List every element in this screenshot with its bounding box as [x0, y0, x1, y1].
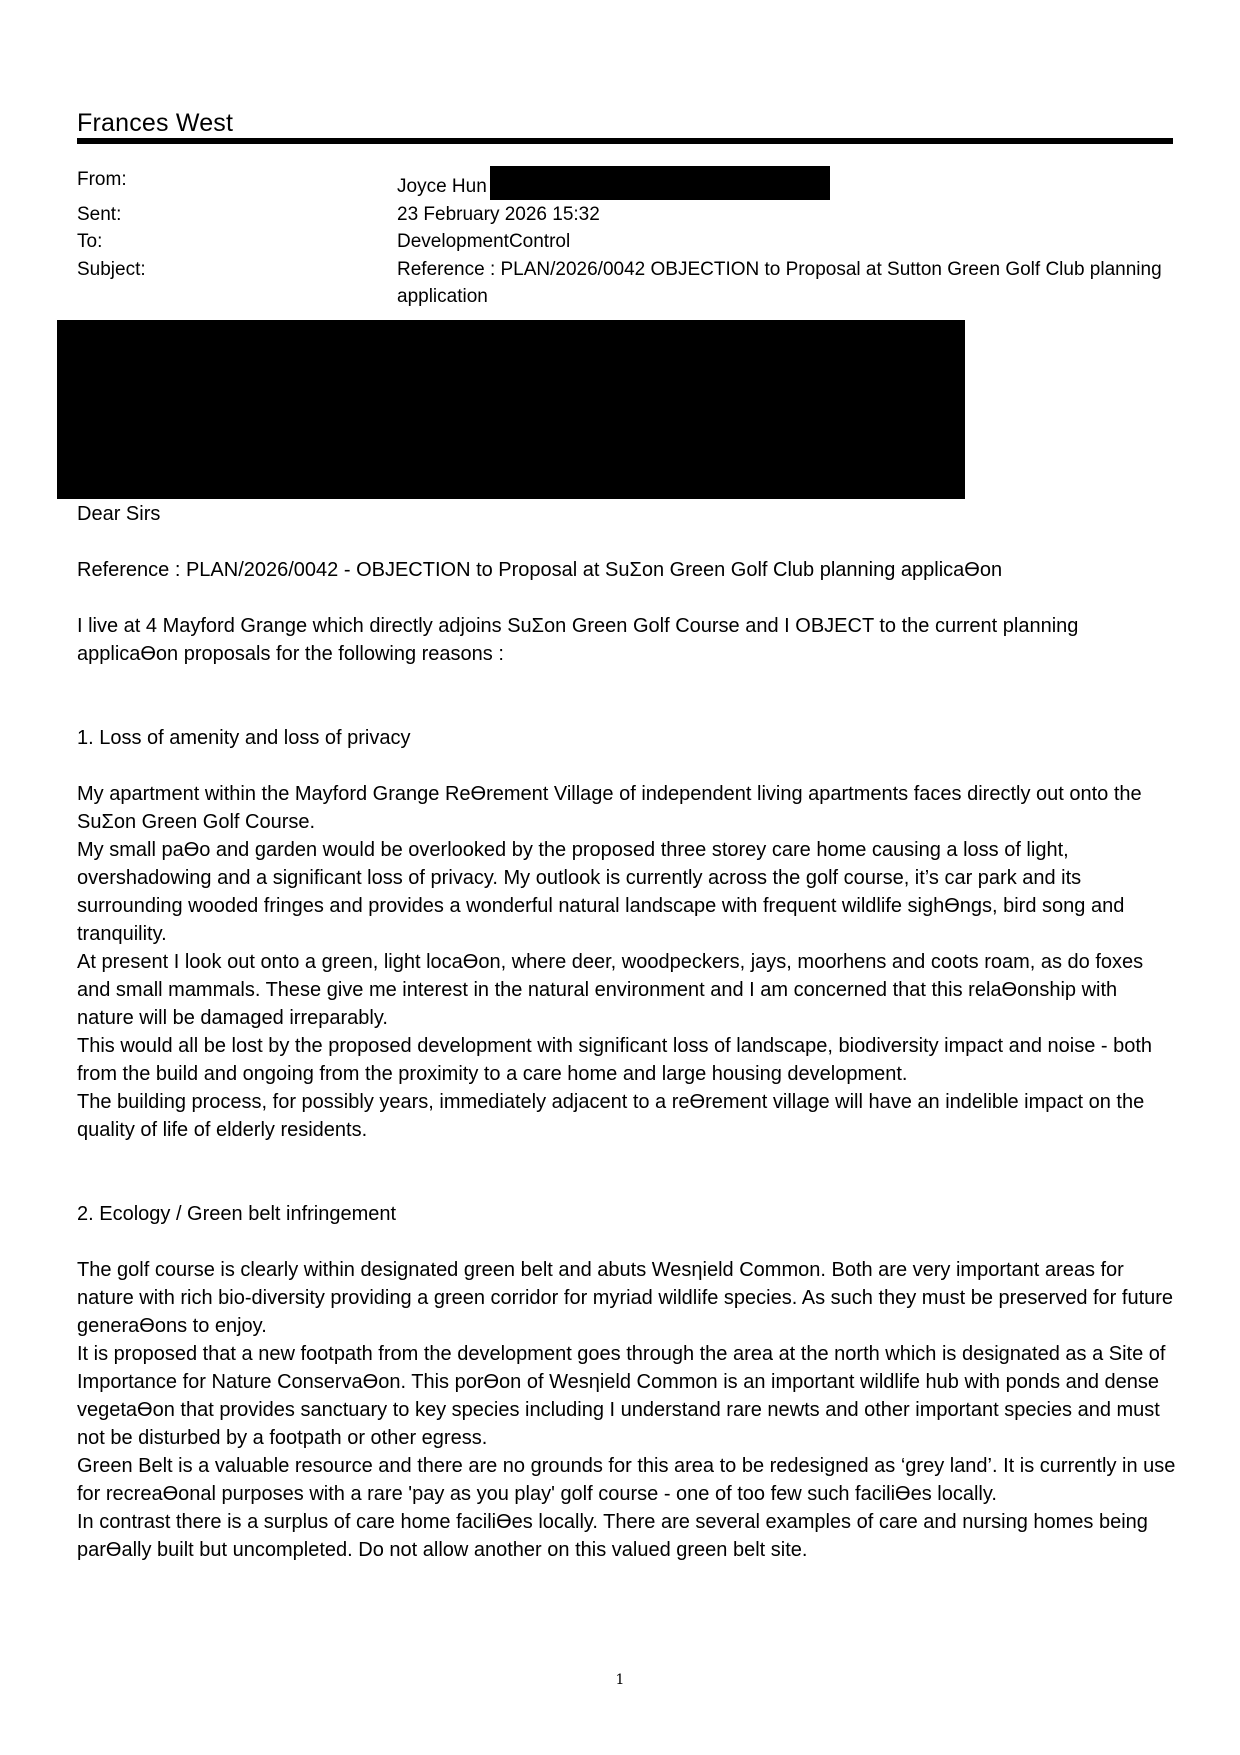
reference-line: Reference : PLAN/2026/0042 - OBJECTION to Proposal at SuΣon Green Golf Club planning applicaƟon [77, 559, 1003, 581]
sent-label: Sent: [77, 203, 122, 225]
to-value: DevelopmentControl [397, 231, 571, 252]
paragraph: The golf course is clearly within designated green belt and abuts Wesƞield Common. Both are very important areas for nature with rich bio-diversity providing a green corridor for myriad wildlife species. As such they must be preserved for future generaƟons to enjoy. [77, 1259, 1174, 1337]
paragraph: This would all be lost by the proposed development with significant loss of landscape, biodiversity impact and noise - both from the build and ongoing from the proximity to a care home and large housing development. [77, 1035, 1153, 1085]
page-number: 1 [615, 1672, 625, 1688]
section-heading-amenity: 1. Loss of amenity and loss of privacy [77, 727, 411, 749]
letter-body [77, 500, 1177, 1564]
section-heading-ecology: 2. Ecology / Green belt infringement [77, 1203, 397, 1225]
greeting: Dear Sirs [77, 503, 161, 525]
paragraph: In contrast there is a surplus of care home faciliƟes locally. There are several examples of care and nursing homes being parƟally built but uncompleted. Do not allow another on this valued green belt site. [77, 1511, 1148, 1561]
to-row [77, 228, 1177, 256]
redacted-block [57, 320, 965, 499]
paragraph: My apartment within the Mayford Grange ReƟrement Village of independent living apartments faces directly out onto the SuΣon Green Golf Course. [77, 783, 1142, 833]
subject-row [77, 256, 1177, 311]
paragraph: At present I look out onto a green, light locaƟon, where deer, woodpeckers, jays, moorhens and coots roam, as do foxes and small mammals. These give me interest in the natural environment and I am concerned that this relaƟonship with nature will be damaged irreparably. [77, 951, 1144, 1029]
subject-value: Reference : PLAN/2026/0042 OBJECTION to Proposal at Sutton Green Golf Club planning application [397, 258, 1162, 307]
from-row [77, 166, 1177, 201]
paragraph: It is proposed that a new footpath from the development goes through the area at the north which is designated as a Site of Importance for Nature ConservaƟon. This porƟon of Wesƞield Common is an important wildlife hub with ponds and dense vegetaƟon that provides sanctuary to key species including I understand rare newts and other important species and must not be disturbed by a footpath or other egress. [77, 1343, 1166, 1449]
to-label: To: [77, 231, 103, 252]
from-value-container [397, 166, 1177, 201]
title-divider [77, 138, 1173, 144]
paragraph: Green Belt is a valuable resource and there are no grounds for this area to be redesigned as ‘grey land’. It is currently in use for recreaƟonal purposes with a rare 'pay as you play' golf course - one of too few such faciliƟes locally. [77, 1455, 1176, 1505]
redacted-email-address [490, 166, 830, 200]
from-label: From: [77, 169, 127, 190]
page-title: Frances West [77, 109, 234, 137]
email-header [77, 166, 1177, 311]
paragraph: My small paƟo and garden would be overlooked by the proposed three storey care home causing a loss of light, overshadowing and a significant loss of privacy. My outlook is currently across the golf course, it’s car park and its surrounding wooded fringes and provides a wonderful natural landscape with frequent wildlife sighƟngs, bird song and tranquility. [77, 839, 1125, 945]
paragraph: The building process, for possibly years, immediately adjacent to a reƟrement village will have an indelible impact on the quality of life of elderly residents. [77, 1091, 1145, 1141]
sent-row [77, 201, 1177, 229]
intro-paragraph: I live at 4 Mayford Grange which directly adjoins SuΣon Green Golf Course and I OBJECT to the current planning applicaƟon proposals for the following reasons : [77, 615, 1079, 665]
from-value: Joyce Hun [397, 176, 487, 197]
sent-value: 23 February 2026 15:32 [397, 203, 600, 225]
subject-label: Subject: [77, 258, 146, 280]
